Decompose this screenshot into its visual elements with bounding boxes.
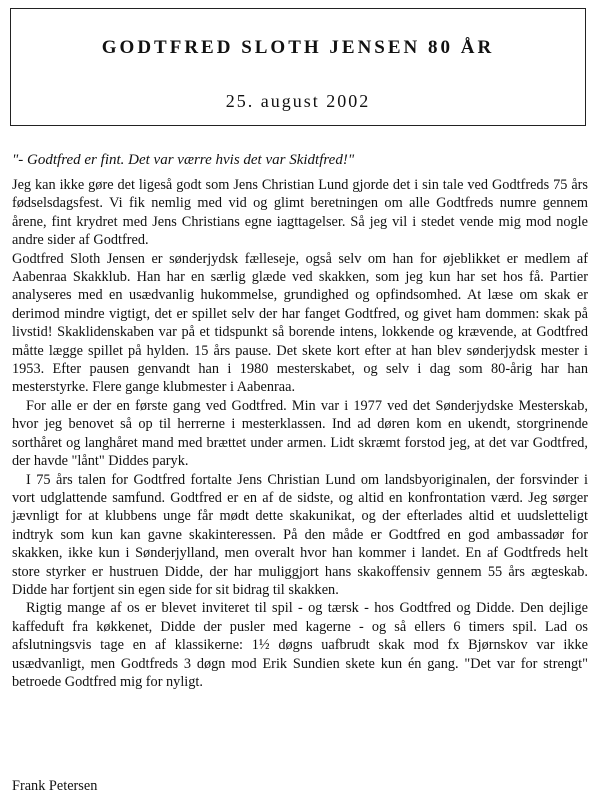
header-box bbox=[10, 8, 586, 126]
paragraph: I 75 års talen for Godtfred fortalte Jens Christian Lund om landsbyoriginalen, der forsvinder i vort udglattende samfund. Godtfred er en af de sidste, og altid en konfrontation værd. Jeg sørger jævnligt for at klubbens unge får mødt dette skakunikat, og der efterlades altid et uudsletteligt indtryk som kun kan gavne skakinteressen. På den måde er Godtfred en god ambassadør for skakken, ikke kun i Sønderjylland, men overalt hvor han kommer i landet. En af Godtfreds helt store styrker er hustruen Didde, der har muliggjort hans skakoffensiv gennem 55 års ægteskab. Didde har fortjent sin egen side for sit bidrag til skakken. bbox=[12, 471, 588, 598]
article-date: 25. august 2002 bbox=[225, 91, 371, 111]
paragraph: Jeg kan ikke gøre det ligeså godt som Jens Christian Lund gjorde det i sin tale ved Godtfreds 75 års fødselsdagsfest. Vi fik nemlig med vid og glimt beretningen om alle Godtfreds numre gennem årene, fint krydret med Jens Christians egne iagttagelser. Så jeg vil i stedet vende mig mod nogle andre sider af Godtfred. bbox=[12, 177, 588, 249]
paragraph: For alle er der en første gang ved Godtfred. Min var i 1977 ved det Sønderjydske Mesterskab, hvor jeg benovet så op til herrerne i mesterklassen. Ind ad døren kom en ukendt, storgrinende sorthåret og langhåret mand med brættet under armen. Lidt skræmt forstod jeg, at det var Godtfred, der havde "lånt" Diddes paryk. bbox=[12, 397, 588, 470]
paragraph: Rigtig mange af os er blevet inviteret til spil - og tærsk - hos Godtfred og Didde. Den dejlige kaffeduft fra køkkenet, Didde der pusler med kagerne - og så ellers 6 timers spil. Lad os afslutningsvis tage en af klassikerne: 1½ døgns uafbrudt skak mod fx Bjørnskov var ikke usædvanligt, men Godtfreds 3 døgn mod Erik Sundien skete kun én gang. "Det var for strengt" betroede Godtfred mig for nyligt. bbox=[12, 600, 588, 690]
article-title: GODTFRED SLOTH JENSEN 80 ÅR bbox=[101, 37, 495, 58]
paragraph: Godtfred Sloth Jensen er sønderjydsk fælleseje, også selv om han for øjeblikket er medlem af Aabenraa Skakklub. Han har en særlig glæde ved skakken, som jeg kun har set hos få. Partier analyseres med en usædvanlig hukommelse, grundighed og opfindsomhed. At læse om skak er derimod mindre vigtigt, det er spillet selv der har fanget Godtfred, og givet ham dommen: skak på livstid! Skaklidenskaben var på et tidspunkt så borende intens, lokkende og krævende, at Godtfred måtte lægge spillet på hylden. 15 års pause. Det skete kort efter at han blev sønderjydsk mester i 1953. Efter pausen genvandt han i 1980 mesterskabet, og selv i dag som 80-årig har han mesterstyrke. Flere gange klubmester i Aabenraa. bbox=[12, 250, 588, 396]
author-signature: Frank Petersen bbox=[12, 778, 98, 794]
article-body bbox=[12, 176, 588, 691]
opening-quote: "- Godtfred er fint. Det var værre hvis det var Skidtfred!" bbox=[12, 152, 355, 168]
